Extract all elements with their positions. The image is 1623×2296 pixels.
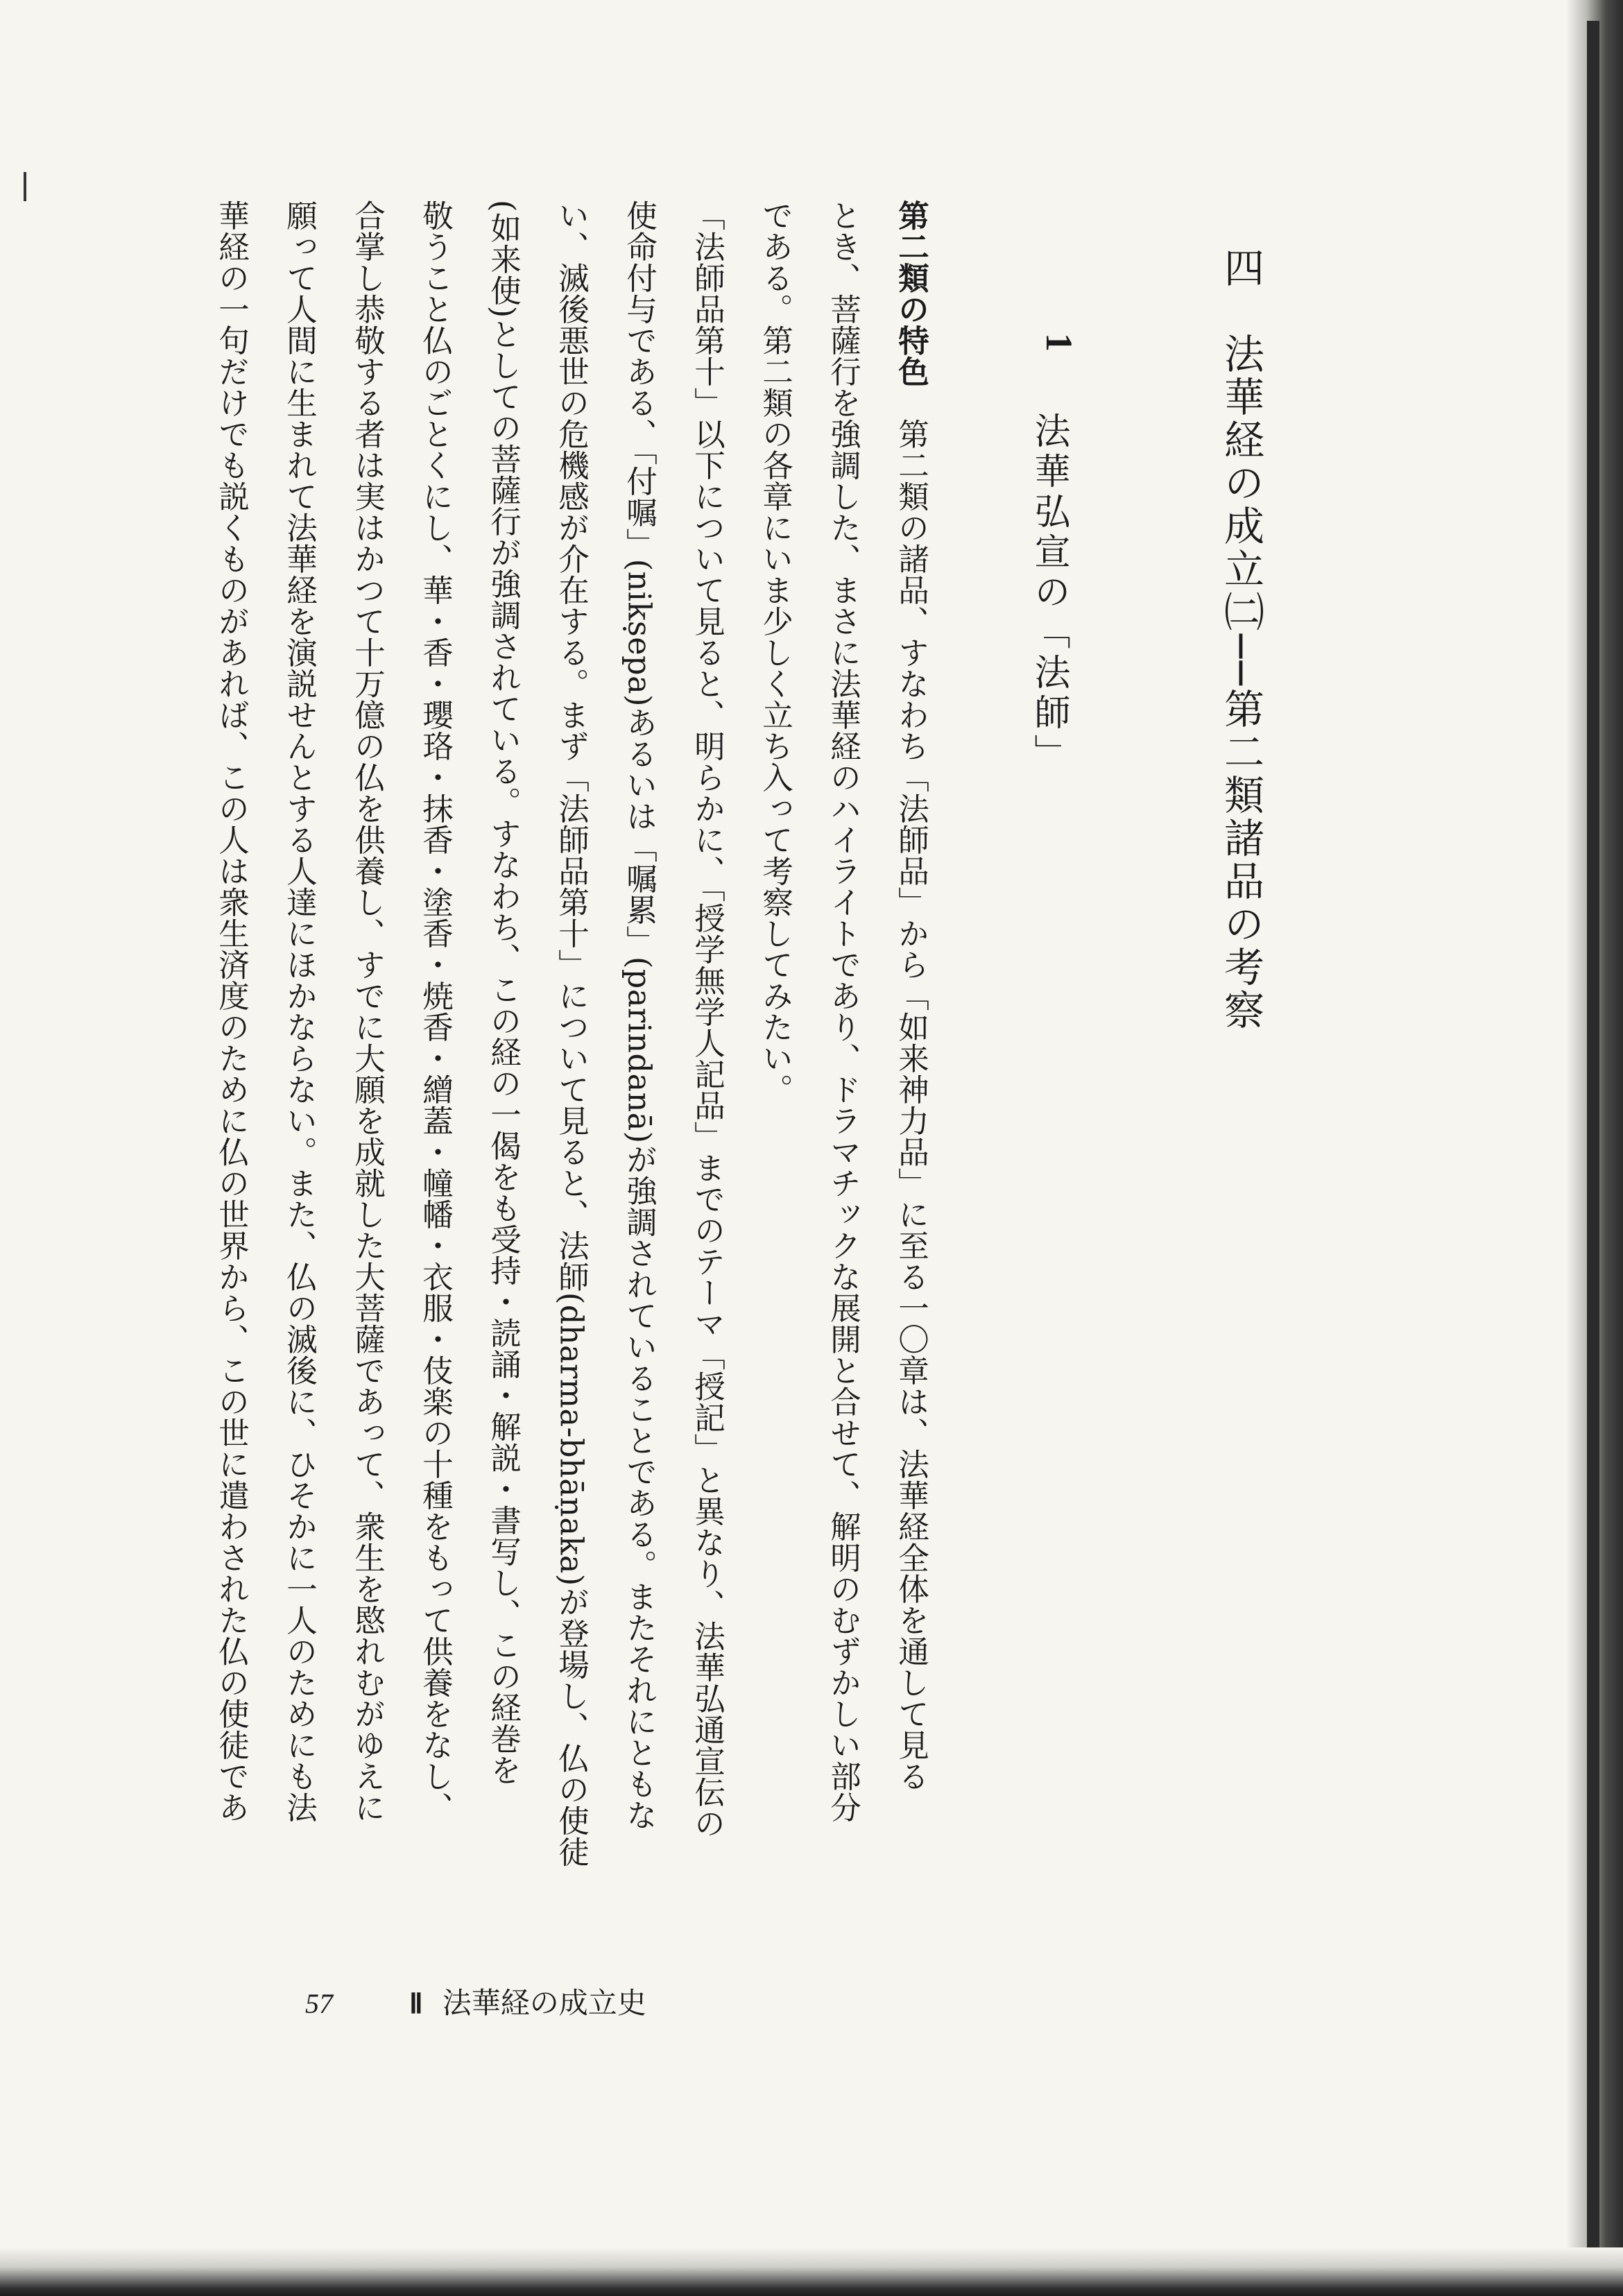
body-line-10: 願って人間に生まれて法華経を演説せんとする人達にほかならない。また、仏の滅後に、ひそかに一人のためにも法 — [281, 200, 317, 1823]
body-line-4: 「法師品第十」以下について見ると、明らかに、「授学無学人記品」までのテーマ「授記」と異なり、法華弘通宣伝の — [689, 200, 725, 1839]
body-line-5: 使命付与である、「付嘱」(nikṣepa)あるいは「嘱累」(parindanā)が強調されていることである。またそれにともな — [621, 200, 657, 1831]
section-number: 1 — [1038, 333, 1080, 352]
body-line-1 — [893, 200, 929, 1792]
page-footer — [305, 1980, 646, 2022]
run-head: 第二類の特色 — [893, 200, 929, 387]
running-title: 法華経の成立史 — [442, 1986, 646, 2020]
part-number: Ⅱ — [409, 1988, 423, 2019]
body-line-2: とき、菩薩行を強調した、まさに法華経のハイライトであり、ドラマチックな展開と合せて、解明のむずかしい部分 — [825, 200, 861, 1823]
body-line-6: い、滅後悪世の危機感が介在する。まず「法師品第十」について見ると、法師(dharma-bhāṇaka)が登場し、仏の使徒 — [553, 200, 589, 1867]
chapter-number: 四 — [1217, 247, 1264, 287]
page-number: 57 — [305, 1988, 333, 2019]
body-line-11: 華経の一句だけでも説くものがあれば、この人は衆生済度のために仏の世界から、この世に遣わされた仏の使徒であ — [213, 200, 249, 1823]
body-line-1-text: 第二類の諸品、すなわち「法師品」から「如来神力品」に至る一〇章は、法華経全体を通して見る — [893, 418, 929, 1792]
section-title: 法華弘宣の「法師」 — [1028, 412, 1070, 774]
binding-edge — [1587, 21, 1599, 2261]
chapter-title: 法華経の成立㈡──第二類諸品の考察 — [1217, 333, 1264, 1032]
body-line-3: である。第二類の各章にいま少しく立ち入って考察してみたい。 — [757, 200, 793, 1105]
body-line-8: 敬うこと仏のごとくにし、華・香・瓔珞・抹香・塗香・焼香・繒蓋・幢幡・衣服・伎楽の十種をもって供養をなし、 — [417, 200, 453, 1823]
body-line-9: 合掌し恭敬する者は実はかつて十万億の仏を供養し、すでに大願を成就した大菩薩であって、衆生を愍れむがゆえに — [349, 200, 385, 1823]
bottom-edge-shadow — [0, 2247, 1623, 2296]
scan-mark — [24, 172, 26, 201]
body-line-7: (如来使)としての菩薩行が強調されている。すなわち、この経の一偈をも受持・読誦・解説・書写し、この経巻を — [485, 200, 521, 1785]
